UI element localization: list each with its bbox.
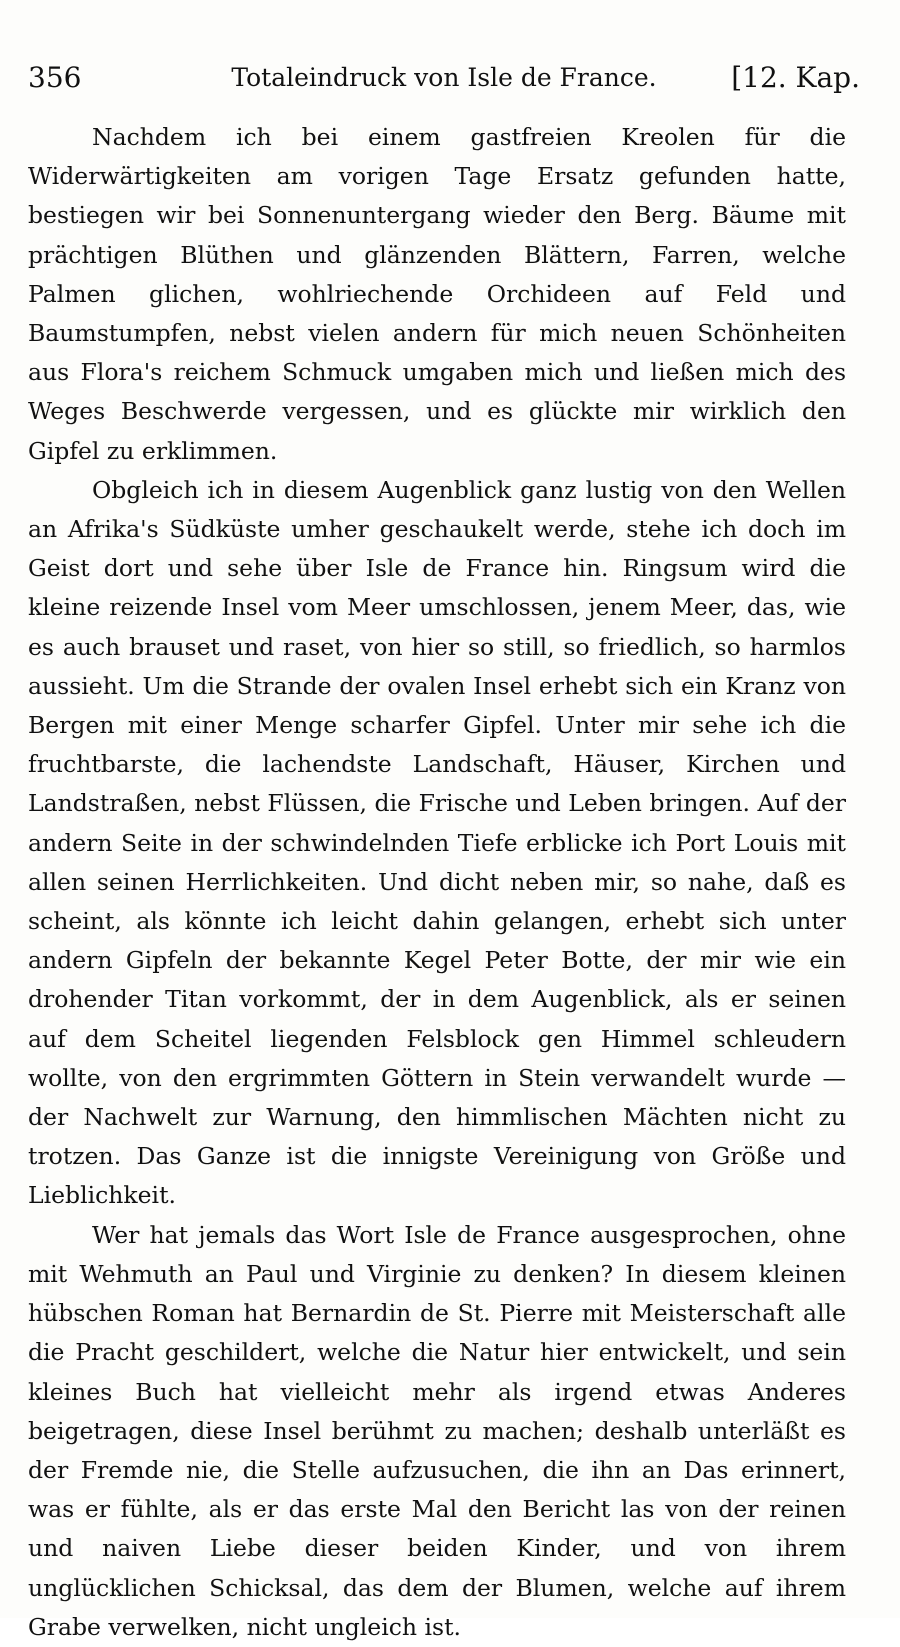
chapter-reference: [12. Kap. (731, 61, 860, 94)
paragraph: Obgleich ich in diesem Augenblick ganz lustig von den Wellen an Afrika's Südküste umher geschaukelt werde, stehe ich doch im Geist dort und sehe über Isle de France hin. Ringsum wird die kleine reizende Insel vom Meer umschlossen, jenem Meer, das, wie es auch brauset und raset, von hier so still, so friedlich, so harmlos aussieht. Um die Strande der ovalen Insel erhebt sich ein Kranz von Bergen mit einer Menge scharfer Gipfel. Unter mir sehe ich die fruchtbarste, die lachendste Landschaft, Häuser, Kirchen und Landstraßen, nebst Flüssen, die Frische und Leben bringen. Auf der andern Seite in der schwindelnden Tiefe erblicke ich Port Louis mit allen seinen Herrlichkeiten. Und dicht neben mir, so nahe, daß es scheint, als könnte ich leicht dahin gelangen, erhebt sich unter andern Gipfeln der bekannte Kegel Peter Botte, der mir wie ein drohender Titan vorkommt, der in dem Augenblick, als er seinen auf dem Scheitel liegenden Felsblock gen Himmel schleudern wollte, von den ergrimmten Göttern in Stein verwandelt wurde — der Nachwelt zur Warnung, den himmlischen Mächten nicht zu trotzen. Das Ganze ist die innigste Vereinigung von Größe und Lieblichkeit. (28, 475, 846, 1210)
running-title: Totaleindruck von Isle de France. (231, 63, 657, 92)
page-header (28, 58, 860, 98)
paragraph: Nachdem ich bei einem gastfreien Kreolen für die Widerwärtigkeiten am vorigen Tage Ersatz gefunden hatte, bestiegen wir bei Sonnenuntergang wieder den Berg. Bäume mit prächtigen Blüthen und glänzenden Blättern, Farren, welche Palmen glichen, wohlriechende Orchideen auf Feld und Baumstumpfen, nebst vielen andern für mich neuen Schönheiten aus Flora's reichem Schmuck umgaben mich und ließen mich des Weges Beschwerde vergessen, und es glückte mir wirklich den Gipfel zu erklimmen. (28, 123, 846, 465)
body-text (28, 118, 846, 1647)
paragraph: Wer hat jemals das Wort Isle de France ausgesprochen, ohne mit Wehmuth an Paul und Virginie zu denken? In diesem kleinen hübschen Roman hat Bernardin de St. Pierre mit Meisterschaft alle die Pracht geschildert, welche die Natur hier entwickelt, und sein kleines Buch hat vielleicht mehr als irgend etwas Anderes beigetragen, diese Insel berühmt zu machen; deshalb unterläßt es der Fremde nie, die Stelle aufzusuchen, die ihn an Das erinnert, was er fühlte, als er das erste Mal den Bericht las von der reinen und naiven Liebe dieser beiden Kinder, und von ihrem unglücklichen Schicksal, das dem der Blumen, welche auf ihrem Grabe verwelken, nicht ungleich ist. (28, 1220, 846, 1641)
page-number: 356 (28, 61, 82, 94)
